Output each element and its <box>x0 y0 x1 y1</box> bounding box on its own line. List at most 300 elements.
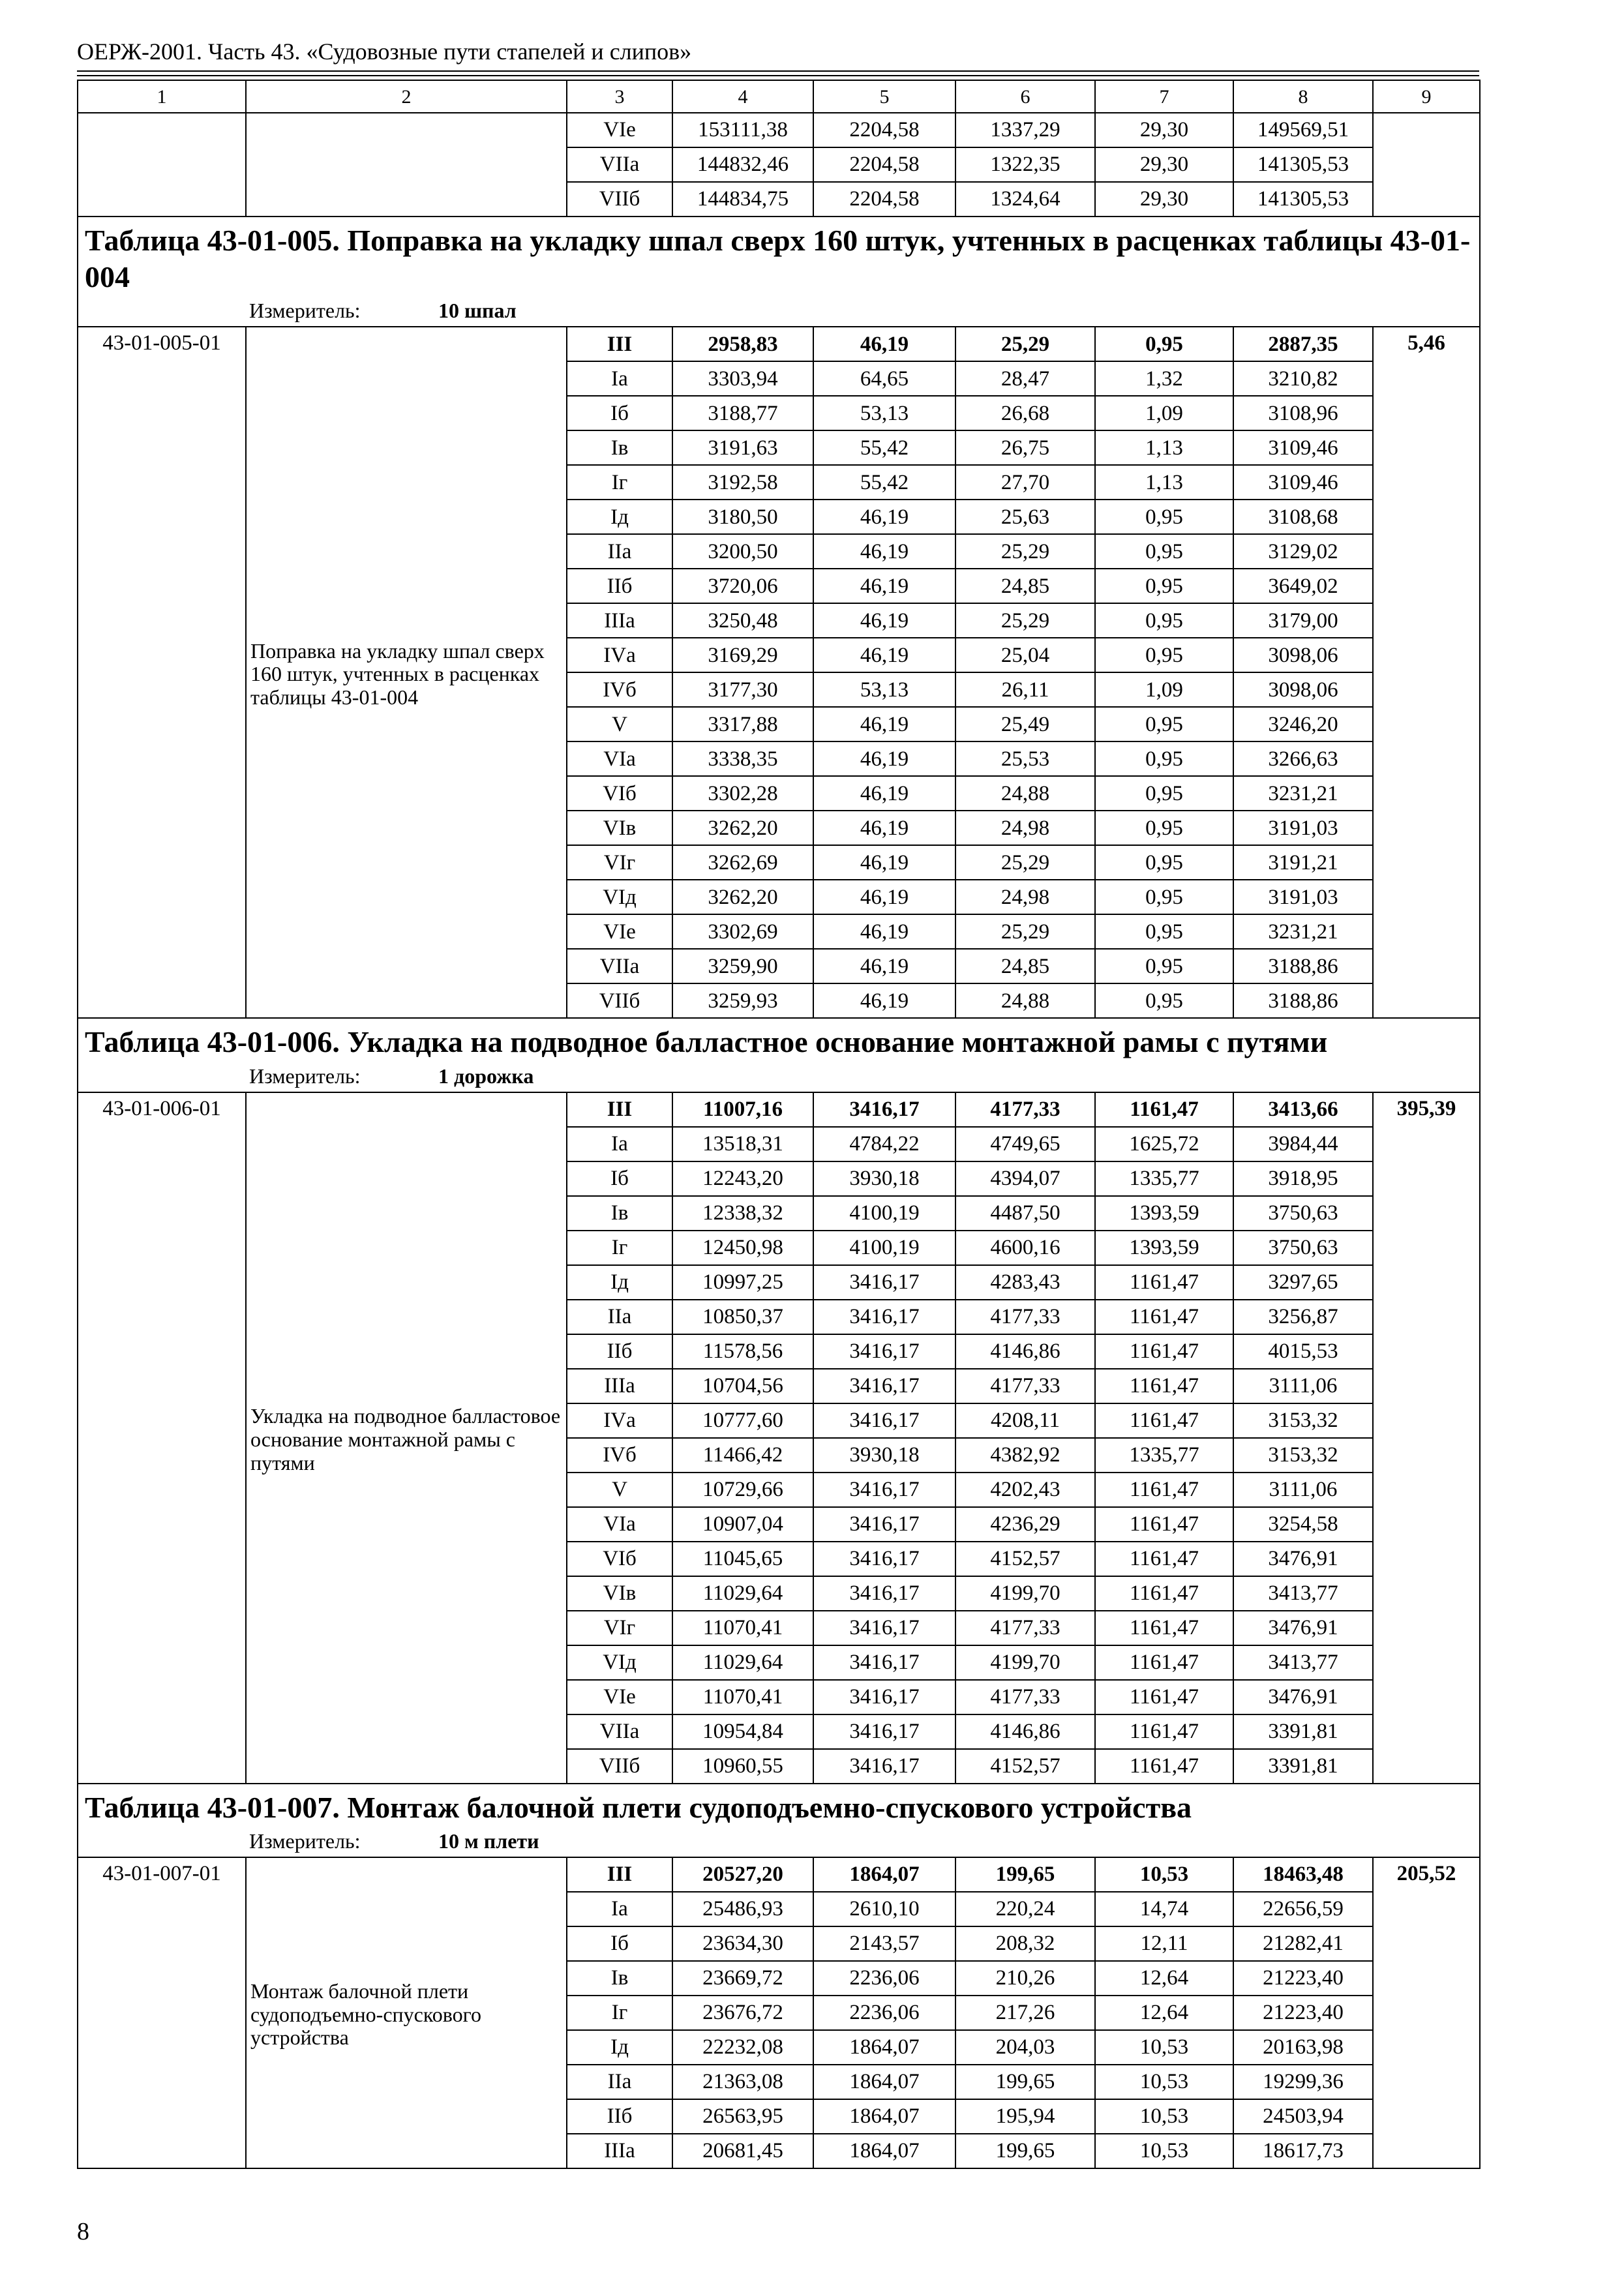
value-cell: 25,63 <box>955 500 1095 534</box>
value-cell: 0,95 <box>1095 500 1233 534</box>
value-cell: 0,95 <box>1095 638 1233 672</box>
zone-cell: VIг <box>567 1611 672 1645</box>
value-cell: 1864,07 <box>813 2065 955 2099</box>
value-cell: 3649,02 <box>1233 569 1373 603</box>
value-cell: 141305,53 <box>1233 182 1373 217</box>
zone-cell: Iа <box>567 1892 672 1926</box>
value-cell: 28,47 <box>955 361 1095 396</box>
value-cell: 29,30 <box>1095 147 1233 182</box>
value-cell: 24,85 <box>955 569 1095 603</box>
value-cell: 22656,59 <box>1233 1892 1373 1926</box>
value-cell: 24,88 <box>955 776 1095 811</box>
value-cell: 4100,19 <box>813 1196 955 1231</box>
value-cell: 3262,69 <box>672 845 813 880</box>
value-cell: 3262,20 <box>672 811 813 845</box>
zone-cell: IIIа <box>567 2134 672 2168</box>
value-cell: 24503,94 <box>1233 2099 1373 2134</box>
zone-cell: Iг <box>567 1231 672 1265</box>
value-cell: 3338,35 <box>672 741 813 776</box>
value-cell: 3416,17 <box>813 1749 955 1784</box>
running-header: ОЕРЖ-2001. Часть 43. «Судовозные пути стапелей и слипов» <box>77 38 692 65</box>
value-cell: 25486,93 <box>672 1892 813 1926</box>
value-cell: 2236,06 <box>813 1961 955 1996</box>
zone-cell: Iд <box>567 500 672 534</box>
value-cell: 3098,06 <box>1233 672 1373 707</box>
zone-cell: Iд <box>567 1265 672 1300</box>
zone-cell: III <box>567 1857 672 1892</box>
value-cell: 1864,07 <box>813 2099 955 2134</box>
value-cell: 3416,17 <box>813 1473 955 1507</box>
zone-cell: IVб <box>567 1438 672 1473</box>
value-cell: 4152,57 <box>955 1749 1095 1784</box>
value-cell: 2204,58 <box>813 147 955 182</box>
value-cell: 12243,20 <box>672 1161 813 1196</box>
value-cell: 204,03 <box>955 2030 1095 2065</box>
zone-cell: VIв <box>567 811 672 845</box>
value-cell: 27,70 <box>955 465 1095 500</box>
section-title: Таблица 43-01-006. Укладка на подводное балластное основание монтажной рамы с путями <box>85 1025 1328 1059</box>
section-header <box>78 1784 1480 1857</box>
value-cell: 3391,81 <box>1233 1714 1373 1749</box>
value-cell: 0,95 <box>1095 949 1233 983</box>
value-cell: 3153,32 <box>1233 1403 1373 1438</box>
zone-cell: Iв <box>567 1961 672 1996</box>
value-cell: 46,19 <box>813 776 955 811</box>
value-cell: 4199,70 <box>955 1645 1095 1680</box>
value-cell: 3191,03 <box>1233 880 1373 914</box>
value-cell: 2204,58 <box>813 182 955 217</box>
value-cell: 10850,37 <box>672 1300 813 1334</box>
value-cell: 4784,22 <box>813 1127 955 1161</box>
measure-label: Измеритель: <box>249 299 361 323</box>
value-cell: 46,19 <box>813 914 955 949</box>
zone-cell: VIIа <box>567 1714 672 1749</box>
value-cell: 1335,77 <box>1095 1438 1233 1473</box>
value-cell: 3262,20 <box>672 880 813 914</box>
value-cell: 1161,47 <box>1095 1473 1233 1507</box>
value-cell: 3317,88 <box>672 707 813 741</box>
value-cell: 25,53 <box>955 741 1095 776</box>
value-cell: 3416,17 <box>813 1265 955 1300</box>
value-cell: 3302,28 <box>672 776 813 811</box>
measure-line <box>85 1065 1473 1088</box>
value-cell: 13518,31 <box>672 1127 813 1161</box>
value-cell: 3416,17 <box>813 1403 955 1438</box>
value-cell: 11045,65 <box>672 1542 813 1576</box>
value-cell: 11029,64 <box>672 1576 813 1611</box>
value-cell: 141305,53 <box>1233 147 1373 182</box>
zone-cell: VIIб <box>567 1749 672 1784</box>
zone-cell: Iб <box>567 1926 672 1961</box>
value-cell: 217,26 <box>955 1996 1095 2030</box>
value-cell: 3302,69 <box>672 914 813 949</box>
value-cell: 1161,47 <box>1095 1749 1233 1784</box>
value-cell: 46,19 <box>813 811 955 845</box>
description-cell: Укладка на подводное балластовое основание монтажной рамы с путями <box>246 1092 567 1784</box>
value-cell: 12,64 <box>1095 1996 1233 2030</box>
table-row <box>78 113 1480 147</box>
value-cell: 3416,17 <box>813 1092 955 1127</box>
value-cell: 46,19 <box>813 500 955 534</box>
zone-cell: Iб <box>567 396 672 430</box>
value-cell: 4146,86 <box>955 1334 1095 1369</box>
section-title: Таблица 43-01-007. Монтаж балочной плети судоподъемно-спускового устройства <box>85 1790 1192 1824</box>
zone-cell: VIа <box>567 1507 672 1542</box>
value-cell: 4100,19 <box>813 1231 955 1265</box>
value-cell: 4208,11 <box>955 1403 1095 1438</box>
value-cell: 20681,45 <box>672 2134 813 2168</box>
value-cell: 1161,47 <box>1095 1334 1233 1369</box>
value-cell: 11070,41 <box>672 1611 813 1645</box>
value-cell: 10777,60 <box>672 1403 813 1438</box>
value-cell: 1161,47 <box>1095 1369 1233 1403</box>
value-cell: 11029,64 <box>672 1645 813 1680</box>
value-cell: 53,13 <box>813 396 955 430</box>
value-cell: 1864,07 <box>813 2134 955 2168</box>
value-cell: 3391,81 <box>1233 1749 1373 1784</box>
zone-cell: IIа <box>567 534 672 569</box>
value-cell: 23634,30 <box>672 1926 813 1961</box>
value-cell: 195,94 <box>955 2099 1095 2134</box>
value-cell: 4015,53 <box>1233 1334 1373 1369</box>
value-cell: 12450,98 <box>672 1231 813 1265</box>
value-cell: 3246,20 <box>1233 707 1373 741</box>
value-cell: 1161,47 <box>1095 1265 1233 1300</box>
section-header-row <box>78 1784 1480 1857</box>
value-cell: 1864,07 <box>813 1857 955 1892</box>
value-cell: 10,53 <box>1095 2099 1233 2134</box>
value-cell: 24,85 <box>955 949 1095 983</box>
value-cell: 18617,73 <box>1233 2134 1373 2168</box>
value-cell: 0,95 <box>1095 603 1233 638</box>
value-cell: 46,19 <box>813 845 955 880</box>
zone-cell: VIд <box>567 1645 672 1680</box>
zone-cell: Iа <box>567 1127 672 1161</box>
value-cell: 20163,98 <box>1233 2030 1373 2065</box>
value-cell: 3984,44 <box>1233 1127 1373 1161</box>
value-cell: 3111,06 <box>1233 1473 1373 1507</box>
zone-cell: Iа <box>567 361 672 396</box>
zone-cell: V <box>567 1473 672 1507</box>
section-header-row <box>78 1018 1480 1092</box>
value-cell: 22232,08 <box>672 2030 813 2065</box>
value-cell: 0,95 <box>1095 569 1233 603</box>
value-cell: 153111,38 <box>672 113 813 147</box>
value-cell: 3303,94 <box>672 361 813 396</box>
column-number-row <box>78 80 1480 113</box>
value-cell: 25,29 <box>955 914 1095 949</box>
value-cell: 46,19 <box>813 534 955 569</box>
value-cell: 2610,10 <box>813 1892 955 1926</box>
value-cell: 0,95 <box>1095 914 1233 949</box>
value-cell: 1,32 <box>1095 361 1233 396</box>
value-cell: 25,29 <box>955 845 1095 880</box>
value-cell: 3210,82 <box>1233 361 1373 396</box>
value-cell: 3169,29 <box>672 638 813 672</box>
column-number: 9 <box>1373 80 1480 113</box>
value-cell: 3191,63 <box>672 430 813 465</box>
measure-unit: 10 шпал <box>438 299 517 323</box>
value-cell: 2958,83 <box>672 327 813 361</box>
zone-cell: Iв <box>567 430 672 465</box>
value-cell: 46,19 <box>813 741 955 776</box>
measure-label: Измеритель: <box>249 1829 361 1853</box>
value-cell: 1393,59 <box>1095 1231 1233 1265</box>
description-cell: Монтаж балочной плети судоподъемно-спускового устройства <box>246 1857 567 2168</box>
value-cell: 3297,65 <box>1233 1265 1373 1300</box>
value-cell: 3254,58 <box>1233 1507 1373 1542</box>
value-cell: 3108,68 <box>1233 500 1373 534</box>
value-cell: 4236,29 <box>955 1507 1095 1542</box>
value-cell: 0,95 <box>1095 707 1233 741</box>
column-number: 5 <box>813 80 955 113</box>
col9-cell: 205,52 <box>1373 1857 1480 2168</box>
value-cell: 3416,17 <box>813 1334 955 1369</box>
value-cell: 0,95 <box>1095 741 1233 776</box>
value-cell: 10,53 <box>1095 2065 1233 2099</box>
value-cell: 3416,17 <box>813 1576 955 1611</box>
value-cell: 1161,47 <box>1095 1680 1233 1714</box>
table-row <box>78 327 1480 361</box>
value-cell: 0,95 <box>1095 534 1233 569</box>
zone-cell: VIб <box>567 1542 672 1576</box>
table-row <box>78 1857 1480 1892</box>
value-cell: 10954,84 <box>672 1714 813 1749</box>
value-cell: 10,53 <box>1095 1857 1233 1892</box>
value-cell: 46,19 <box>813 569 955 603</box>
value-cell: 3231,21 <box>1233 776 1373 811</box>
value-cell: 0,95 <box>1095 880 1233 914</box>
value-cell: 3191,21 <box>1233 845 1373 880</box>
header-rule-bottom <box>77 75 1479 76</box>
header-rule-top <box>77 70 1479 72</box>
zone-cell: IVб <box>567 672 672 707</box>
value-cell: 4177,33 <box>955 1369 1095 1403</box>
value-cell: 25,29 <box>955 603 1095 638</box>
value-cell: 18463,48 <box>1233 1857 1373 1892</box>
value-cell: 4152,57 <box>955 1542 1095 1576</box>
value-cell: 20527,20 <box>672 1857 813 1892</box>
value-cell: 199,65 <box>955 1857 1095 1892</box>
value-cell: 199,65 <box>955 2065 1095 2099</box>
value-cell: 1161,47 <box>1095 1403 1233 1438</box>
value-cell: 10704,56 <box>672 1369 813 1403</box>
section-header-row <box>78 217 1480 327</box>
value-cell: 4177,33 <box>955 1680 1095 1714</box>
value-cell: 10997,25 <box>672 1265 813 1300</box>
value-cell: 26563,95 <box>672 2099 813 2134</box>
value-cell: 4177,33 <box>955 1611 1095 1645</box>
value-cell: 3098,06 <box>1233 638 1373 672</box>
zone-cell: VIг <box>567 845 672 880</box>
value-cell: 3413,66 <box>1233 1092 1373 1127</box>
value-cell: 2887,35 <box>1233 327 1373 361</box>
value-cell: 11578,56 <box>672 1334 813 1369</box>
description-cell <box>246 113 567 217</box>
zone-cell: Iв <box>567 1196 672 1231</box>
value-cell: 46,19 <box>813 983 955 1018</box>
value-cell: 3188,86 <box>1233 983 1373 1018</box>
rates-table <box>77 80 1481 2169</box>
value-cell: 3188,86 <box>1233 949 1373 983</box>
zone-cell: VIе <box>567 914 672 949</box>
column-number: 3 <box>567 80 672 113</box>
value-cell: 3720,06 <box>672 569 813 603</box>
value-cell: 11007,16 <box>672 1092 813 1127</box>
zone-cell: VIд <box>567 880 672 914</box>
value-cell: 26,11 <box>955 672 1095 707</box>
value-cell: 3416,17 <box>813 1542 955 1576</box>
value-cell: 10729,66 <box>672 1473 813 1507</box>
zone-cell: IVа <box>567 1403 672 1438</box>
value-cell: 4177,33 <box>955 1092 1095 1127</box>
zone-cell: VIб <box>567 776 672 811</box>
column-number: 1 <box>78 80 246 113</box>
value-cell: 149569,51 <box>1233 113 1373 147</box>
measure-unit: 10 м плети <box>438 1829 539 1853</box>
zone-cell: IIб <box>567 1334 672 1369</box>
value-cell: 1161,47 <box>1095 1092 1233 1127</box>
value-cell: 3108,96 <box>1233 396 1373 430</box>
value-cell: 3416,17 <box>813 1611 955 1645</box>
value-cell: 144834,75 <box>672 182 813 217</box>
value-cell: 3109,46 <box>1233 465 1373 500</box>
page-number: 8 <box>77 2218 89 2245</box>
zone-cell: IIб <box>567 2099 672 2134</box>
value-cell: 3416,17 <box>813 1714 955 1749</box>
value-cell: 55,42 <box>813 430 955 465</box>
zone-cell: VIIа <box>567 147 672 182</box>
zone-cell: V <box>567 707 672 741</box>
zone-cell: III <box>567 1092 672 1127</box>
value-cell: 19299,36 <box>1233 2065 1373 2099</box>
value-cell: 46,19 <box>813 880 955 914</box>
value-cell: 25,29 <box>955 534 1095 569</box>
section-header <box>78 1018 1480 1092</box>
value-cell: 0,95 <box>1095 983 1233 1018</box>
value-cell: 1161,47 <box>1095 1714 1233 1749</box>
value-cell: 220,24 <box>955 1892 1095 1926</box>
value-cell: 0,95 <box>1095 845 1233 880</box>
code-cell: 43-01-007-01 <box>78 1857 246 2168</box>
value-cell: 64,65 <box>813 361 955 396</box>
value-cell: 3111,06 <box>1233 1369 1373 1403</box>
value-cell: 55,42 <box>813 465 955 500</box>
value-cell: 11070,41 <box>672 1680 813 1714</box>
value-cell: 3109,46 <box>1233 430 1373 465</box>
value-cell: 3930,18 <box>813 1438 955 1473</box>
value-cell: 3200,50 <box>672 534 813 569</box>
value-cell: 3177,30 <box>672 672 813 707</box>
zone-cell: Iб <box>567 1161 672 1196</box>
value-cell: 208,32 <box>955 1926 1095 1961</box>
value-cell: 3259,93 <box>672 983 813 1018</box>
value-cell: 26,68 <box>955 396 1095 430</box>
column-number: 2 <box>246 80 567 113</box>
zone-cell: Iг <box>567 465 672 500</box>
zone-cell: VIе <box>567 1680 672 1714</box>
value-cell: 4283,43 <box>955 1265 1095 1300</box>
value-cell: 4199,70 <box>955 1576 1095 1611</box>
value-cell: 26,75 <box>955 430 1095 465</box>
value-cell: 4394,07 <box>955 1161 1095 1196</box>
column-number: 6 <box>955 80 1095 113</box>
value-cell: 46,19 <box>813 707 955 741</box>
value-cell: 3188,77 <box>672 396 813 430</box>
value-cell: 3259,90 <box>672 949 813 983</box>
value-cell: 3266,63 <box>1233 741 1373 776</box>
value-cell: 24,98 <box>955 880 1095 914</box>
value-cell: 199,65 <box>955 2134 1095 2168</box>
code-cell: 43-01-005-01 <box>78 327 246 1018</box>
value-cell: 210,26 <box>955 1961 1095 1996</box>
value-cell: 3416,17 <box>813 1645 955 1680</box>
column-number: 7 <box>1095 80 1233 113</box>
value-cell: 144832,46 <box>672 147 813 182</box>
value-cell: 1335,77 <box>1095 1161 1233 1196</box>
zone-cell: IIIа <box>567 603 672 638</box>
value-cell: 3413,77 <box>1233 1645 1373 1680</box>
zone-cell: VIIб <box>567 983 672 1018</box>
value-cell: 2143,57 <box>813 1926 955 1961</box>
value-cell: 3416,17 <box>813 1300 955 1334</box>
value-cell: 24,88 <box>955 983 1095 1018</box>
value-cell: 1393,59 <box>1095 1196 1233 1231</box>
value-cell: 4749,65 <box>955 1127 1095 1161</box>
value-cell: 4600,16 <box>955 1231 1095 1265</box>
value-cell: 2204,58 <box>813 113 955 147</box>
value-cell: 29,30 <box>1095 113 1233 147</box>
value-cell: 2236,06 <box>813 1996 955 2030</box>
value-cell: 25,29 <box>955 327 1095 361</box>
value-cell: 0,95 <box>1095 776 1233 811</box>
zone-cell: IIа <box>567 1300 672 1334</box>
value-cell: 0,95 <box>1095 811 1233 845</box>
zone-cell: IVа <box>567 638 672 672</box>
measure-line <box>85 299 1473 322</box>
value-cell: 3231,21 <box>1233 914 1373 949</box>
value-cell: 3918,95 <box>1233 1161 1373 1196</box>
value-cell: 46,19 <box>813 638 955 672</box>
value-cell: 29,30 <box>1095 182 1233 217</box>
section-header <box>78 217 1480 327</box>
value-cell: 3476,91 <box>1233 1680 1373 1714</box>
value-cell: 3750,63 <box>1233 1231 1373 1265</box>
section-title: Таблица 43-01-005. Поправка на укладку шпал сверх 160 штук, учтенных в расценках таблицы 43-01-004 <box>85 224 1471 294</box>
zone-cell: IIIа <box>567 1369 672 1403</box>
value-cell: 1324,64 <box>955 182 1095 217</box>
value-cell: 24,98 <box>955 811 1095 845</box>
value-cell: 10,53 <box>1095 2030 1233 2065</box>
value-cell: 11466,42 <box>672 1438 813 1473</box>
value-cell: 3476,91 <box>1233 1542 1373 1576</box>
zone-cell: Iд <box>567 2030 672 2065</box>
value-cell: 1,09 <box>1095 672 1233 707</box>
value-cell: 53,13 <box>813 672 955 707</box>
zone-cell: IIа <box>567 2065 672 2099</box>
value-cell: 3180,50 <box>672 500 813 534</box>
value-cell: 3129,02 <box>1233 534 1373 569</box>
value-cell: 1864,07 <box>813 2030 955 2065</box>
value-cell: 3750,63 <box>1233 1196 1373 1231</box>
value-cell: 1161,47 <box>1095 1611 1233 1645</box>
zone-cell: VIе <box>567 113 672 147</box>
value-cell: 21223,40 <box>1233 1996 1373 2030</box>
value-cell: 3192,58 <box>672 465 813 500</box>
zone-cell: Iг <box>567 1996 672 2030</box>
value-cell: 3416,17 <box>813 1369 955 1403</box>
zone-cell: IIб <box>567 569 672 603</box>
